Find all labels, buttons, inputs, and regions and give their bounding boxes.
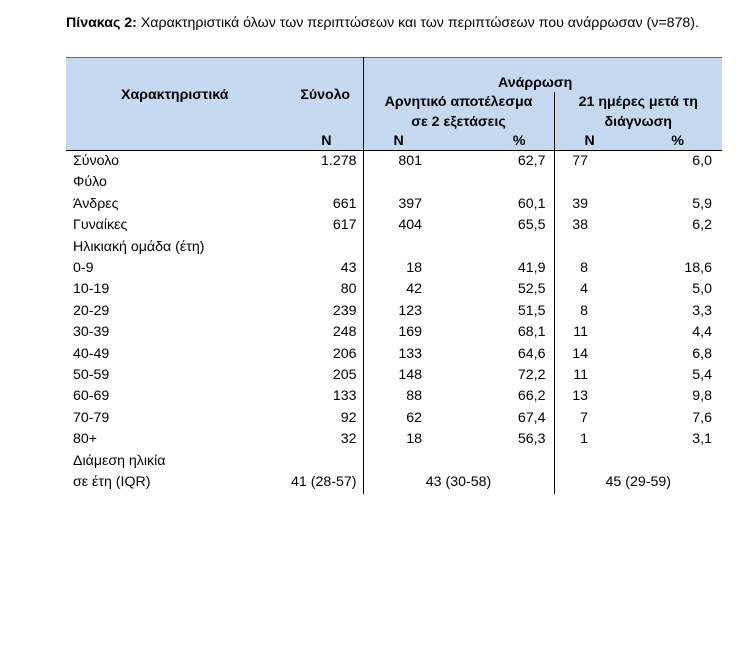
row-label: 30-39 <box>73 324 110 341</box>
cell-negative-n: 169 <box>398 324 422 341</box>
cell-total: 661 <box>288 194 363 215</box>
row-label: 50-59 <box>73 367 110 384</box>
header-total: Σύνολο <box>288 58 363 133</box>
cell-negative-n: 88 <box>406 388 422 405</box>
table-row <box>66 237 722 258</box>
cell-negative-pct: 66,2 <box>438 386 554 407</box>
caption-label: Πίνακας 2: <box>66 15 137 31</box>
cell-days-pct: 7,6 <box>692 409 712 426</box>
cell-negative-pct: 52,5 <box>438 279 554 300</box>
cell-negative-pct <box>438 237 554 258</box>
cell-negative-pct: 41,9 <box>438 258 554 279</box>
cell-negative-n: 397 <box>398 195 422 212</box>
cell-negative-n: 133 <box>398 345 422 362</box>
row-label: Γυναίκες <box>73 217 128 234</box>
row-label: 80+ <box>73 431 98 448</box>
cell-total <box>288 237 363 258</box>
header-21-days <box>554 92 722 132</box>
cell-negative-n: 801 <box>398 153 422 169</box>
table-row <box>66 279 722 300</box>
row-label: 20-29 <box>73 302 110 319</box>
cell-days-n: 8 <box>580 302 588 319</box>
cell-days-n: 7 <box>580 409 588 426</box>
cell-days-pct: 6,2 <box>692 217 712 234</box>
table-row <box>66 215 722 236</box>
cell-negative-n <box>363 172 438 193</box>
cell-days-pct: 5,0 <box>692 281 712 298</box>
cell-days-pct: 6,0 <box>692 153 712 169</box>
header-pct-days: % <box>616 132 722 151</box>
cell-days-pct <box>616 172 722 193</box>
header-negative-tests <box>363 92 554 132</box>
cell-total: 92 <box>288 408 363 429</box>
cell-negative-n: 42 <box>406 281 422 298</box>
row-label: Διάμεση ηλικία <box>73 452 166 469</box>
cell-days-pct: 4,4 <box>692 324 712 341</box>
table-row <box>66 322 722 343</box>
cell-days-n: 39 <box>572 195 588 212</box>
cell-days-n: 38 <box>572 217 588 234</box>
table-row <box>66 301 722 322</box>
table-row <box>66 365 722 386</box>
header-negative-line2: σε 2 εξετάσεις <box>411 114 506 130</box>
cell-negative-n: 18 <box>406 260 422 277</box>
cell-total: 43 <box>288 258 363 279</box>
cell-days-n: 8 <box>580 260 588 277</box>
cell-days-n: 11 <box>573 367 588 384</box>
row-label: σε έτη (IQR) <box>73 474 151 491</box>
cell-negative-n: 148 <box>398 367 422 384</box>
cell-negative-n: 404 <box>398 217 422 234</box>
cell-days-n: 13 <box>572 388 588 405</box>
cell-days-n <box>554 237 616 258</box>
row-label: 0-9 <box>73 260 94 277</box>
cell-days-pct: 9,8 <box>692 388 712 405</box>
cell-days-n: 1 <box>580 431 588 448</box>
cell-days-pct: 3,1 <box>692 431 712 448</box>
row-label: 70-79 <box>73 409 110 426</box>
table-header <box>66 58 722 151</box>
cell-days-n <box>554 172 616 193</box>
header-n-total: N <box>288 132 363 151</box>
table-row <box>66 472 722 493</box>
cell-total: 133 <box>288 386 363 407</box>
cell-total: 617 <box>288 215 363 236</box>
header-days-line1: 21 ημέρες μετά τη <box>578 94 698 110</box>
cell-days-pct: 5,4 <box>692 367 712 384</box>
cell-days-n: 14 <box>572 345 588 362</box>
table-row <box>66 344 722 365</box>
cell-days-n: 77 <box>572 153 588 169</box>
row-label: 60-69 <box>73 388 110 405</box>
header-characteristics: Χαρακτηριστικά <box>66 58 288 133</box>
header-n-negative: N <box>363 132 438 151</box>
cell-negative-n <box>363 237 438 258</box>
cell-negative-n: 123 <box>398 302 422 319</box>
cell-total <box>288 451 363 472</box>
row-label: 40-49 <box>73 345 110 362</box>
cell-negative-pct <box>438 451 554 472</box>
table-row <box>66 151 722 173</box>
cell-negative-pct: 72,2 <box>438 365 554 386</box>
cell-negative-pct: 51,5 <box>438 301 554 322</box>
cell-total: 41 (28-57) <box>288 472 363 493</box>
cell-total: 32 <box>288 429 363 450</box>
table-body <box>66 151 722 494</box>
cell-negative-n: 18 <box>406 431 422 448</box>
cell-negative-pct <box>438 172 554 193</box>
table-row <box>66 386 722 407</box>
cell-negative-pct: 67,4 <box>438 408 554 429</box>
caption-text: Χαρακτηριστικά όλων των περιπτώσεων και των περιπτώσεων που ανάρρωσαν (ν=878). <box>136 15 699 31</box>
header-days-line2: διάγνωση <box>604 114 672 130</box>
table-row <box>66 194 722 215</box>
table-row <box>66 258 722 279</box>
row-label: Φύλο <box>73 174 107 191</box>
table-row <box>66 429 722 450</box>
cell-days-pct <box>616 451 722 472</box>
table-row <box>66 408 722 429</box>
cell-total: 80 <box>288 279 363 300</box>
cell-total <box>288 172 363 193</box>
cell-negative-pct: 64,6 <box>438 344 554 365</box>
cell-days-n: 4 <box>580 281 588 298</box>
cell-negative-pct: 65,5 <box>438 215 554 236</box>
cell-total: 239 <box>288 301 363 322</box>
cell-total: 1.278 <box>288 151 363 173</box>
cell-days-pct: 6,8 <box>692 345 712 362</box>
header-negative-line1: Αρνητικό αποτέλεσμα <box>384 94 533 110</box>
row-label: 10-19 <box>73 281 110 298</box>
row-label: Ηλικιακή ομάδα (έτη) <box>73 238 205 255</box>
row-label: Σύνολο <box>73 153 120 169</box>
cell-days-pct: 5,9 <box>692 195 712 212</box>
cell-negative-pct: 56,3 <box>438 429 554 450</box>
cell-total: 206 <box>288 344 363 365</box>
cell-negative-pct: 68,1 <box>438 322 554 343</box>
cell-negative-pct: 60,1 <box>438 194 554 215</box>
header-n-days: N <box>554 132 616 151</box>
table-row <box>66 172 722 193</box>
header-recovery: Ανάρρωση <box>498 75 573 91</box>
cell-days-pct: 18,6 <box>684 260 712 277</box>
cell-negative-n: 62 <box>406 409 422 426</box>
cell-negative-median: 43 (30-58) <box>363 472 554 493</box>
data-table <box>66 57 722 494</box>
cell-negative-n <box>363 451 438 472</box>
table-row <box>66 451 722 472</box>
cell-days-pct <box>616 237 722 258</box>
table-caption <box>66 14 722 33</box>
cell-days-n <box>554 451 616 472</box>
cell-days-pct: 3,3 <box>692 302 712 319</box>
cell-total: 248 <box>288 322 363 343</box>
cell-days-median: 45 (29-59) <box>605 474 671 491</box>
row-label: Άνδρες <box>73 195 119 212</box>
cell-negative-pct: 62,7 <box>438 151 554 173</box>
cell-days-n: 11 <box>573 324 588 341</box>
cell-total: 205 <box>288 365 363 386</box>
header-pct-negative: % <box>438 132 554 151</box>
